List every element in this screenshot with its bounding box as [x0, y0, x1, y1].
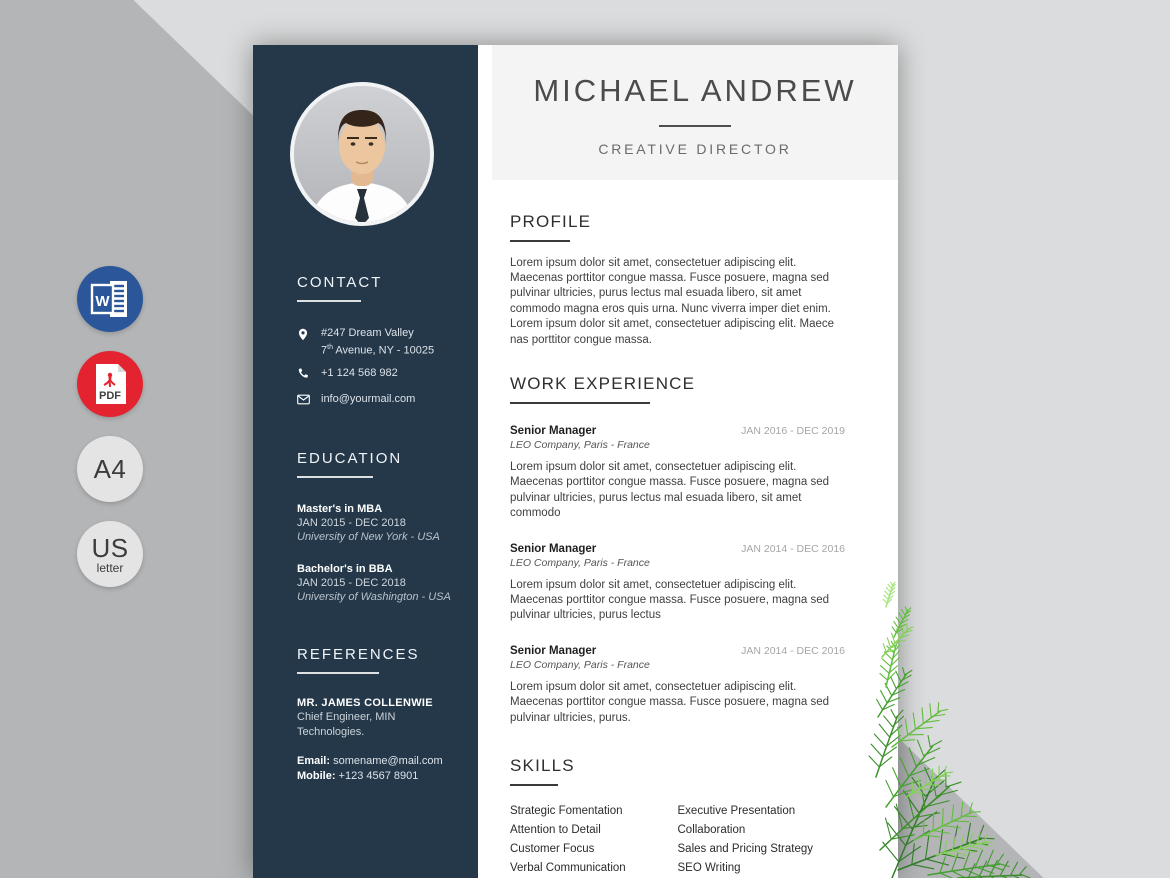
education-item [297, 562, 460, 604]
pdf-format-badge [77, 351, 143, 417]
school: University of Washington - USA [297, 590, 451, 603]
resume-header [492, 45, 898, 180]
skill-item: Customer Focus [510, 843, 595, 855]
phone-text: +1 124 568 982 [321, 366, 398, 379]
job-description: Lorem ipsum dolor sit amet, consectetuer adipiscing elit. Maecenas porttitor congue massa. Fusce posuere, magna sed pulvinar ultricies, purus lectus [510, 578, 829, 622]
phone-icon [297, 367, 310, 385]
skill-item: Attention to Detail [510, 824, 601, 836]
pdf-label: PDF [99, 390, 121, 402]
ref-mobile-value: +123 4567 8901 [335, 769, 419, 782]
us-label: US [91, 532, 129, 563]
location-icon [297, 327, 310, 358]
education-item [297, 502, 460, 544]
skills-heading: SKILLS [510, 756, 575, 775]
job-title: Senior Manager [510, 542, 597, 555]
header-divider [659, 125, 731, 127]
email-icon [297, 393, 310, 410]
skill-item: SEO Writing [677, 862, 741, 874]
job-dates: JAN 2014 - DEC 2016 [741, 644, 845, 657]
pdf-icon [90, 362, 130, 406]
word-icon [88, 277, 132, 321]
letter-label: letter [96, 560, 124, 575]
skills-column-left [510, 802, 678, 878]
skill-item: Collaboration [677, 824, 746, 836]
experience-item [510, 543, 845, 624]
skills-underline [510, 784, 558, 786]
resume-page [253, 45, 898, 878]
job-description: Lorem ipsum dolor sit amet, consectetuer adipiscing elit. Maecenas porttitor congue massa. Fusce posuere, magna sed pulvinar ultricies, purus. [510, 680, 829, 724]
contact-section [297, 274, 460, 410]
profile-text: Lorem ipsum dolor sit amet, consectetuer adipiscing elit. Maecenas porttitor congue massa. Fusce posuere, magna sed pulvinar ultricies, purus lectus mal esuada libero, sit amet commodo magna eros quis urna. Nunc viverra imper diet enim. Lorem ipsum dolor sit amet, consectetuer adipiscing elit. Maece nas porttitor congue massa. [510, 256, 835, 346]
resume-content [478, 180, 898, 878]
experience-underline [510, 402, 650, 404]
job-company: LEO Company, Paris - France [510, 658, 650, 671]
edu-dates: JAN 2015 - DEC 2018 [297, 576, 406, 589]
email-row [297, 393, 460, 410]
word-format-badge [77, 266, 143, 332]
reference-role: Chief Engineer, MIN Technologies. [297, 711, 396, 738]
ref-email-value: somename@mail.com [330, 755, 443, 768]
contact-underline [297, 300, 361, 302]
experience-item [510, 645, 845, 726]
job-title: Senior Manager [510, 424, 597, 437]
references-underline [297, 672, 379, 674]
skill-item: Strategic Fomentation [510, 805, 623, 817]
education-underline [297, 476, 373, 478]
degree: Bachelor's in BBA [297, 562, 393, 575]
ref-mobile-label: Mobile: [297, 769, 336, 782]
experience-section [510, 374, 845, 726]
edu-dates: JAN 2015 - DEC 2018 [297, 516, 406, 529]
us-letter-size-badge [77, 521, 143, 587]
references-section [297, 646, 460, 784]
job-dates: JAN 2016 - DEC 2019 [741, 424, 845, 437]
profile-underline [510, 240, 570, 242]
skill-item: Verbal Communication [510, 862, 626, 874]
plant-image [866, 545, 1076, 878]
degree: Master's in MBA [297, 502, 383, 515]
job-company: LEO Company, Paris - France [510, 556, 650, 569]
job-dates: JAN 2014 - DEC 2016 [741, 542, 845, 555]
job-description: Lorem ipsum dolor sit amet, consectetuer adipiscing elit. Maecenas porttitor congue massa. Fusce posuere, magna sed pulvinar ultricies, purus lectus mal esuada libero, sit amet commodo [510, 460, 829, 520]
skill-item: Sales and Pricing Strategy [677, 843, 814, 855]
education-section [297, 450, 460, 604]
address-text: #247 Dream Valley 7th Avenue, NY - 10025 [321, 327, 435, 357]
a4-size-badge [77, 436, 143, 502]
email-text: info@yourmail.com [321, 393, 416, 406]
portrait-image [294, 86, 430, 222]
profile-heading: PROFILE [510, 211, 592, 231]
reference-name: MR. JAMES COLLENWIE [297, 696, 433, 709]
profile-section [510, 212, 845, 348]
experience-heading: WORK EXPERIENCE [510, 373, 696, 393]
word-letter: W [95, 293, 110, 310]
profile-photo [290, 82, 434, 226]
ref-email-label: Email: [297, 755, 331, 768]
skills-column-right [678, 802, 846, 878]
school: University of New York - USA [297, 530, 440, 543]
a4-label: A4 [93, 454, 127, 484]
resume-sidebar [253, 45, 478, 878]
address-row [297, 327, 460, 358]
experience-item [510, 425, 845, 522]
candidate-title: CREATIVE DIRECTOR [598, 141, 792, 158]
job-company: LEO Company, Paris - France [510, 438, 650, 451]
skills-section [510, 756, 845, 878]
phone-row [297, 367, 460, 385]
skill-item: Executive Presentation [677, 805, 796, 817]
reference-contact [297, 754, 460, 783]
format-badges [77, 266, 143, 606]
resume-main [478, 45, 898, 878]
education-heading: EDUCATION [297, 449, 403, 467]
candidate-name: MICHAEL ANDREW [533, 73, 857, 109]
references-heading: REFERENCES [297, 645, 420, 663]
contact-heading: CONTACT [297, 274, 383, 291]
job-title: Senior Manager [510, 644, 597, 657]
